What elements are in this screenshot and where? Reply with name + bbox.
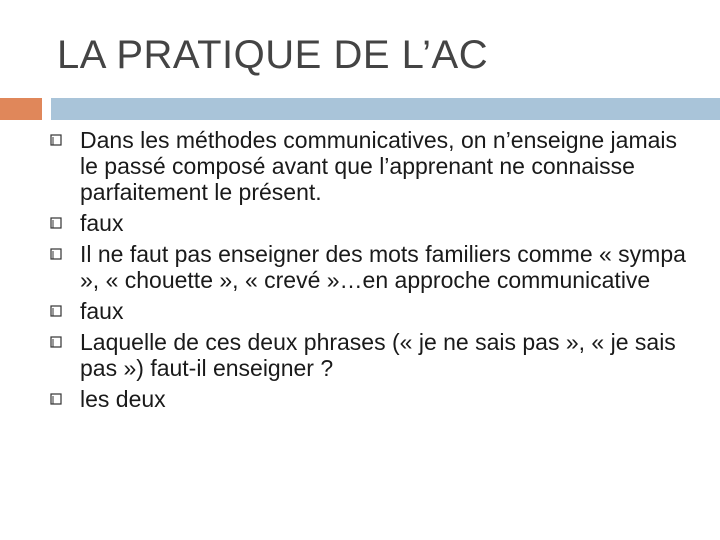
list-item <box>50 386 690 412</box>
list-item-text: Il ne faut pas enseigner des mots familiers comme « sympa », « chouette », « crevé »…en approche communicative <box>80 241 686 293</box>
bullet-list <box>50 127 690 417</box>
hollow-square-bullet-icon <box>50 336 62 348</box>
list-item-text: les deux <box>80 386 166 412</box>
hollow-square-bullet-icon <box>50 217 62 229</box>
list-item <box>50 298 690 324</box>
hollow-square-bullet-icon <box>50 393 62 405</box>
list-item <box>50 127 690 205</box>
list-item <box>50 241 690 293</box>
list-item-text: Laquelle de ces deux phrases (« je ne sais pas », « je sais pas ») faut-il enseigner ? <box>80 329 676 381</box>
list-item <box>50 329 690 381</box>
hollow-square-bullet-icon <box>50 134 62 146</box>
hollow-square-bullet-icon <box>50 248 62 260</box>
header-bar <box>51 98 720 120</box>
list-item-text: faux <box>80 210 124 236</box>
list-item-text: Dans les méthodes communicatives, on n’enseigne jamais le passé composé avant que l’apprenant ne connaisse parfaitement le présent. <box>80 127 678 205</box>
hollow-square-bullet-icon <box>50 305 62 317</box>
slide-title: LA PRATIQUE DE L’AC <box>57 33 489 77</box>
accent-bar <box>0 98 42 120</box>
list-item-text: faux <box>80 298 124 324</box>
list-item <box>50 210 690 236</box>
